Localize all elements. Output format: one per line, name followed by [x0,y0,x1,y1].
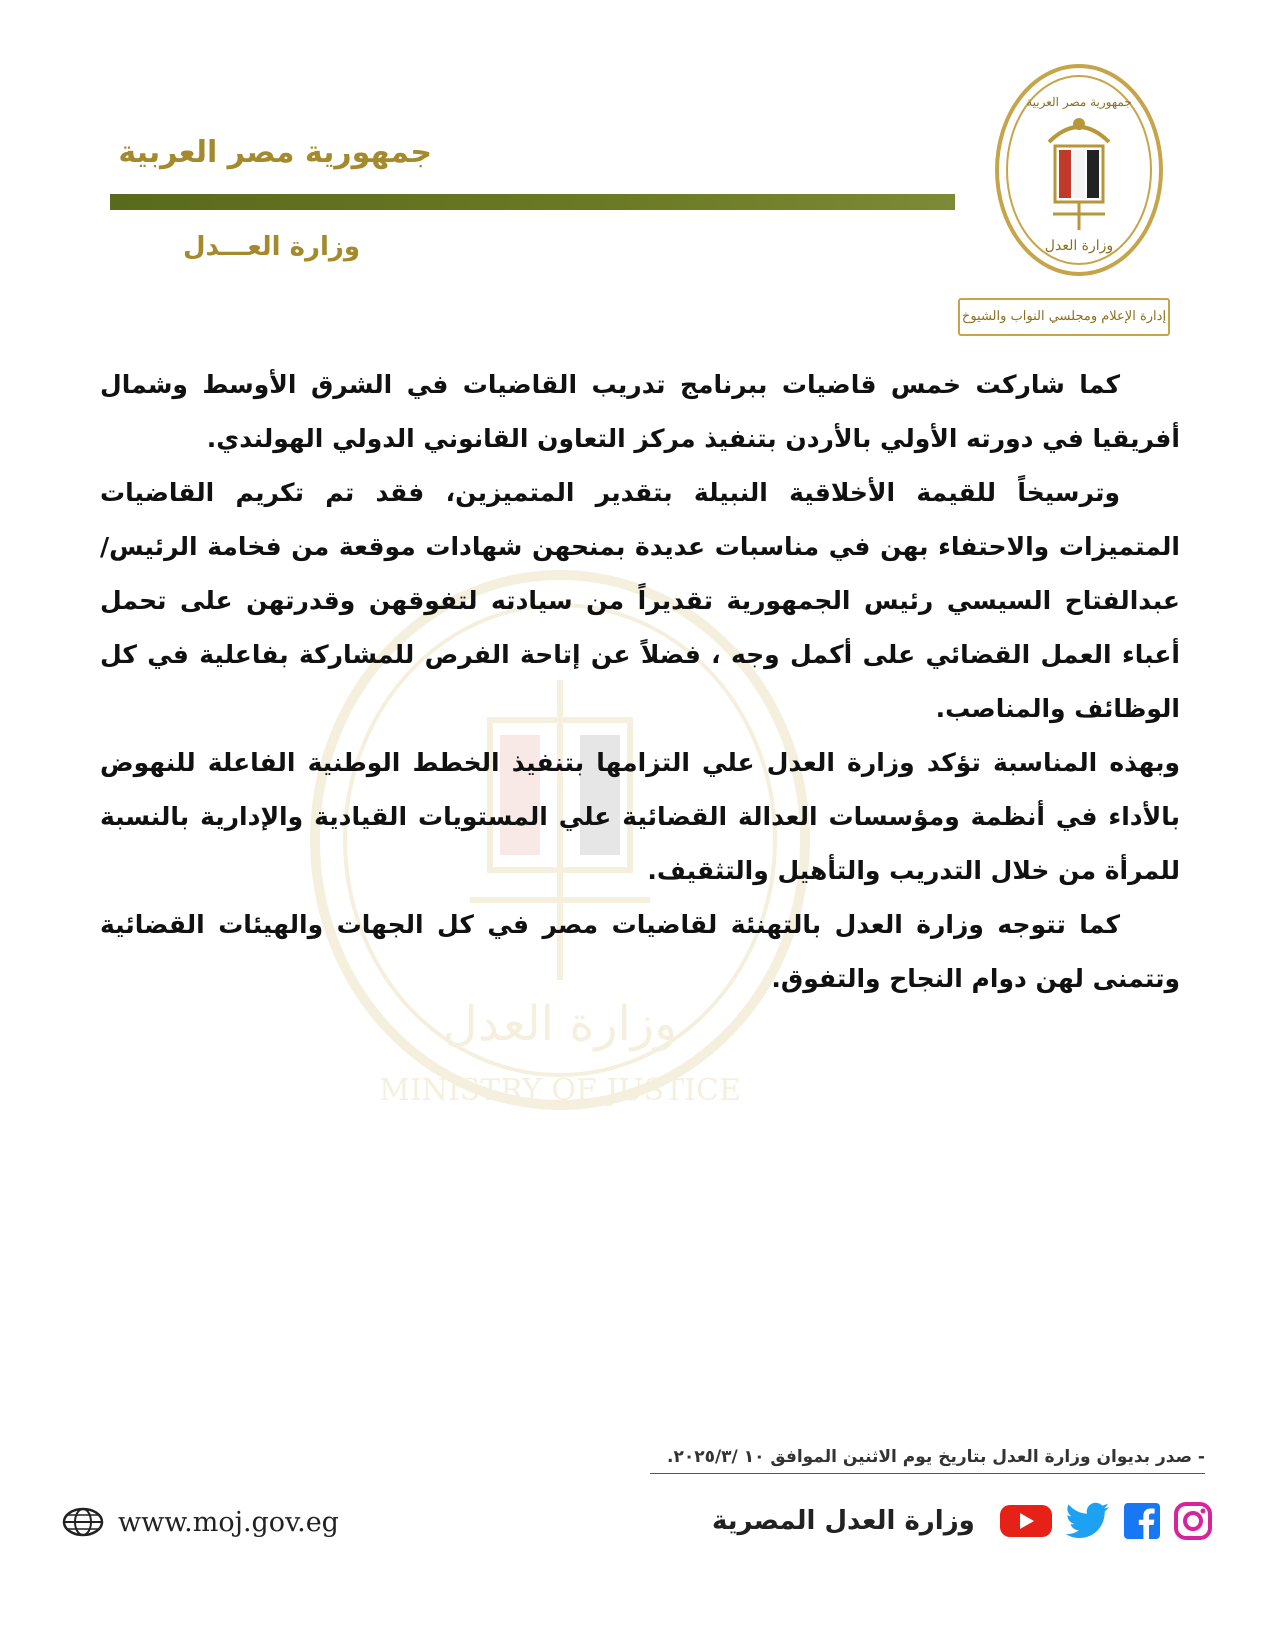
header-ministry: وزارة العـــدل [183,232,360,262]
globe-icon [62,1507,104,1537]
ministry-seal-logo [993,62,1165,278]
body-paragraph: وترسيخاً للقيمة الأخلاقية النبيلة بتقدير المتميزين، فقد تم تكريم القاضيات المتميزات والاحتفاء بهن في مناسبات عديدة بمنحهن شهادات موقعة من فخامة الرئيس/ عبدالفتاح السيسي رئيس الجمهورية تقديراً من سيادته لتفوقهن وقدرتهن على تحمل أعباء العمل القضائي على أكمل وجه ، فضلاً عن إتاحة الفرص للمشاركة بفاعلية في كل الوظائف والمناصب. [100,478,1180,723]
website-url[interactable]: www.moj.gov.eg [118,1506,339,1538]
issued-date-note: - صدر بديوان وزارة العدل بتاريخ يوم الاثنين الموافق ١٠ /٢٠٢٥/٣. [650,1447,1205,1474]
facebook-icon[interactable] [1123,1502,1161,1540]
youtube-icon[interactable] [999,1503,1053,1539]
seal-country-text: جمهورية مصر العربية [1026,95,1132,109]
seal-banner: إدارة الإعلام ومجلسي النواب والشيوخ [958,298,1170,336]
header-country: جمهورية مصر العربية [118,135,432,170]
instagram-icon[interactable] [1173,1501,1213,1541]
website-link[interactable] [62,1502,339,1542]
social-links [712,1497,1213,1545]
body-paragraph: كما تتوجه وزارة العدل بالتهنئة لقاضيات مصر في كل الجهات والهيئات القضائية وتتمنى لهن دوام النجاح والتفوق. [100,910,1180,993]
watermark-english: MINISTRY OF JUSTICE [379,1073,741,1108]
header-divider-bar [110,194,955,210]
body-paragraph: كما شاركت خمس قاضيات ببرنامج تدريب القاضيات في الشرق الأوسط وشمال أفريقيا في دورته الأولي بالأردن بتنفيذ مركز التعاون القانوني الدولي الهولندي. [100,370,1180,453]
body-paragraph: وبهذه المناسبة تؤكد وزارة العدل علي التزامها بتنفيذ الخطط الوطنية الفاعلة للنهوض بالأداء في أنظمة ومؤسسات العدالة القضائية علي المستويات القيادية والإدارية بالنسبة للمرأة من خلال التدريب والتأهيل والتثقيف. [100,748,1180,885]
twitter-icon[interactable] [1065,1502,1111,1540]
seal-ministry-text: وزارة العدل [1044,238,1114,254]
watermark-arabic: وزارة العدل [442,996,678,1052]
social-account-name: وزارة العدل المصرية [712,1506,975,1536]
press-release-body [100,358,1180,1006]
